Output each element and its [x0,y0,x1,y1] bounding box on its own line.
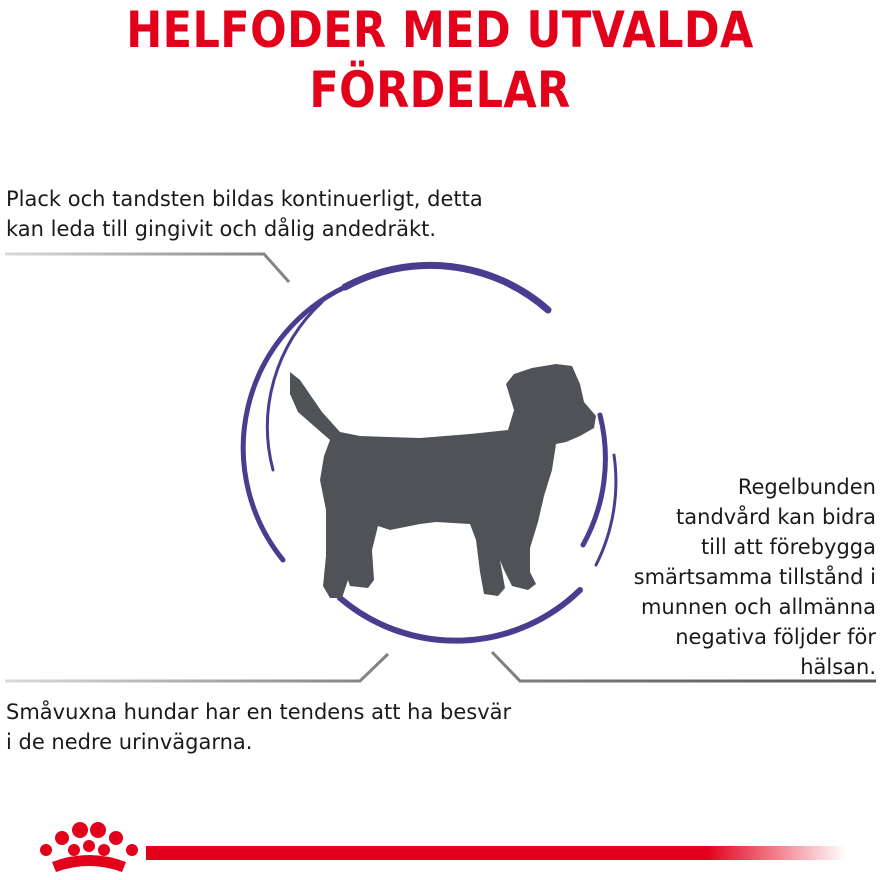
leader-line-urinary [5,654,388,681]
callout-dental-line-2: tandvård kan bidra [676,505,876,529]
callout-plaque-line-1: Plack och tandsten bildas kontinuerligt, detta [6,187,483,211]
callout-dental-line-7: hälsan. [800,655,876,679]
ring-arc-bottom [340,590,580,641]
callout-dental-line-5: munnen och allmänna [640,595,876,619]
ring-arc-outer [345,265,548,310]
callout-plaque-line-2: kan leda till gingivit och dålig andedräkt. [6,217,437,241]
callout-dental-line-4: smärtsamma tillstånd i [633,565,876,589]
ring-arc-right [583,415,605,545]
brand-bar [146,846,846,860]
callout-urinary-line-2: i de nedre urinvägarna. [6,730,253,754]
crown-logo-icon [40,822,138,872]
dog-silhouette-icon [290,364,596,598]
callout-dental-line-6: negativa följder för [675,625,876,649]
leader-line-dental [492,652,876,681]
title-line-2: FÖRDELAR [309,61,571,119]
callout-urinary-line-1: Småvuxna hundar har en tendens att ha besvär [6,700,512,724]
callout-dental-line-1: Regelbunden [737,475,876,499]
callout-dental-line-3: till att förebygga [700,535,876,559]
leader-line-plaque [5,254,289,282]
title-line-1: HELFODER MED UTVALDA [126,1,754,59]
